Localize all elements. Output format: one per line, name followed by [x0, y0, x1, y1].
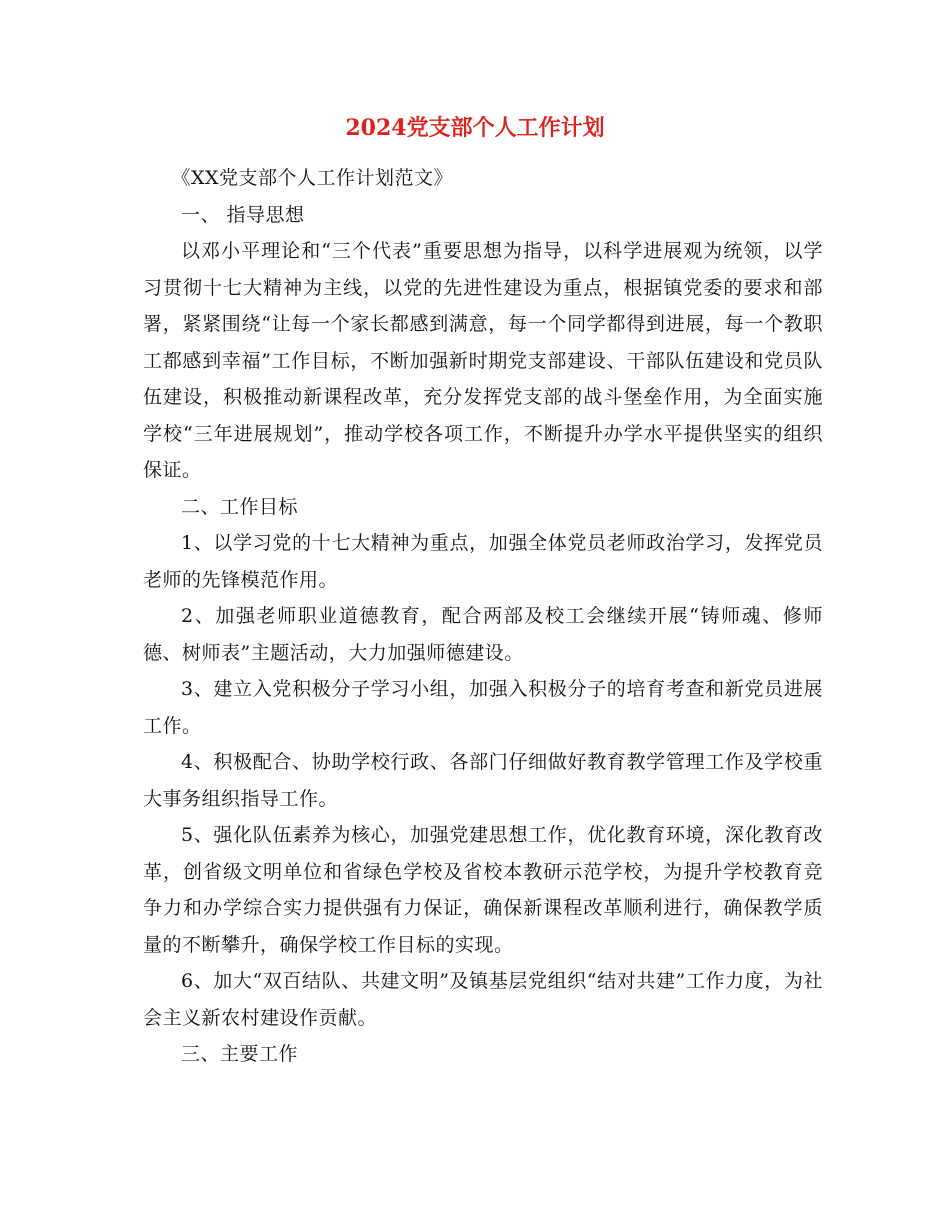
- goal-item-4: 4、积极配合、协助学校行政、各部门仔细做好教育教学管理工作及学校重大事务组织指导工作。: [143, 751, 823, 810]
- paragraph-guiding-ideology: 以邓小平理论和“三个代表”重要思想为指导，以科学进展观为统领，以学习贯彻十七大精神为主线，以党的先进性建设为重点，根据镇党委的要求和部署，紧紧围绕“让每一个家长都感到满意，每一个同学都得到进展，每一个教职工都感到幸福”工作目标，不断加强新时期党支部建设、干部队伍建设和党员队伍建设，积极推动新课程改革，充分发挥党支部的战斗堡垒作用，为全面实施学校“三年进展规划”，推动学校各项工作，不断提升办学水平提供坚实的组织保证。: [143, 240, 823, 481]
- document-subtitle: 《XX党支部个人工作计划范文》: [171, 167, 454, 189]
- document-body: [143, 160, 823, 1073]
- section-heading-main-work: 三、主要工作: [181, 1043, 299, 1065]
- section-heading-work-goals: 二、工作目标: [181, 495, 299, 518]
- goal-item-6: 6、加大“双百结队、共建文明”及镇基层党组织“结对共建”工作力度，为社会主义新农村建设作贡献。: [143, 970, 823, 1029]
- goal-item-2: 2、加强老师职业道德教育，配合两部及校工会继续开展“铸师魂、修师德、树师表”主题活动，大力加强师德建设。: [143, 605, 823, 664]
- goal-item-5: 5、强化队伍素养为核心，加强党建思想工作，优化教育环境，深化教育改革，创省级文明单位和省绿色学校及省校本教研示范学校，为提升学校教育竞争力和办学综合实力提供强有力保证，确保新课程改革顺利进行，确保教学质量的不断攀升，确保学校工作目标的实现。: [143, 824, 823, 956]
- goal-item-1: 1、以学习党的十七大精神为重点，加强全体党员老师政治学习，发挥党员老师的先锋模范作用。: [143, 532, 823, 591]
- goal-item-3: 3、建立入党积极分子学习小组，加强入积极分子的培育考查和新党员进展工作。: [143, 678, 823, 737]
- section-heading-guiding-ideology: 一、 指导思想: [181, 203, 305, 226]
- document-title: 2024党支部个人工作计划: [345, 115, 605, 141]
